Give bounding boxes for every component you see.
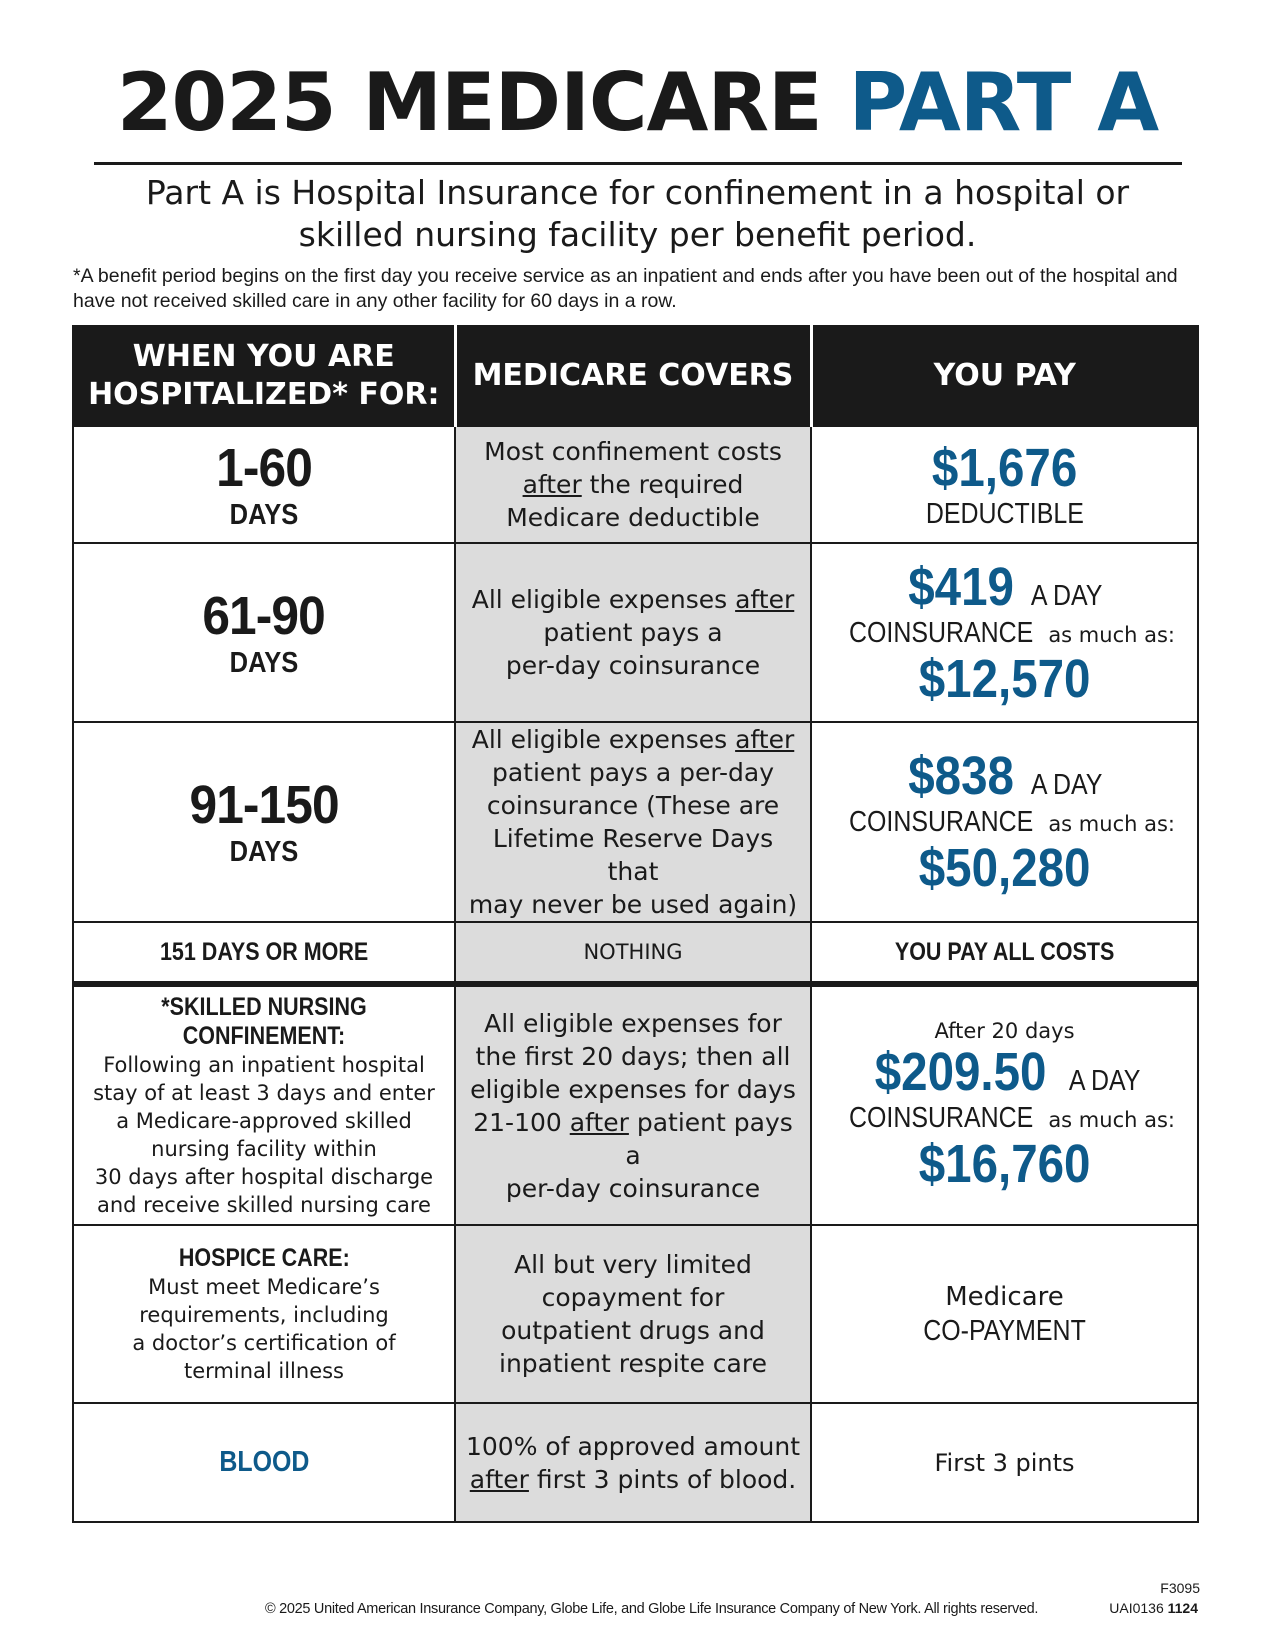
benefit-period-note: *A benefit period begins on the first day you receive service as an inpatient and ends after you have been out of the hospital and have not received skilled care in any other facility for 60 days in a row. (73, 265, 1178, 312)
row2-period (73, 543, 455, 722)
row3-coinsurance: COINSURANCE (849, 806, 1034, 838)
row3-after: after (735, 725, 795, 754)
table-row (73, 1225, 1198, 1403)
row1-pay (811, 426, 1198, 543)
row3-max: $50,280 (918, 838, 1091, 898)
row5-heading: *SKILLED NURSING CONFINEMENT: (161, 992, 367, 1050)
row4-pay-text: YOU PAY ALL COSTS (894, 937, 1115, 966)
row3-covers-line4: Lifetime Reserve Days that (492, 824, 774, 886)
row5-desc-line4: nursing facility within (151, 1136, 377, 1161)
subtitle-line-1: Part A is Hospital Insurance for confinement in a hospital or (145, 173, 1130, 212)
table-row (73, 722, 1198, 922)
row3-range: 91-150 (189, 775, 339, 835)
row4-range: 151 DAYS OR MORE (159, 937, 369, 966)
row2-range: 61-90 (202, 585, 326, 646)
row6-pay-line2: CO-PAYMENT (923, 1315, 1086, 1347)
row1-unit: DAYS (229, 498, 299, 531)
copyright: © 2025 United American Insurance Company, Globe Life, and Globe Life Insurance Company of New York. All rights reserved. (265, 1601, 1039, 1617)
header-when-hospitalized (73, 326, 455, 426)
row5-coinsurance: COINSURANCE (849, 1101, 1034, 1134)
title-accent: PART A (848, 56, 1159, 149)
row6-covers-line2: copayment for (541, 1283, 725, 1312)
row5-after-20: After 20 days (934, 1018, 1075, 1043)
row6-covers-line1: All but very limited (514, 1250, 752, 1279)
row3-covers-line5: may never be used again) (468, 890, 798, 919)
row6-desc-line1: Must meet Medicare’s (148, 1274, 380, 1299)
form-code: F3095 (1160, 1580, 1200, 1596)
row2-after: after (735, 585, 795, 614)
row5-covers-line3: eligible expenses for days (470, 1074, 796, 1104)
row3-a-day: A DAY (1030, 769, 1103, 801)
row7-label: BLOOD (218, 1446, 310, 1478)
row7-period (73, 1403, 455, 1522)
row3-covers-line1 (466, 723, 800, 756)
document-code (1109, 1600, 1198, 1616)
header-you-pay: YOU PAY (811, 326, 1198, 426)
row3-covers (455, 722, 811, 922)
row5-daily: $209.50 (874, 1041, 1047, 1102)
row1-amount: $1,676 (931, 437, 1078, 498)
row6-covers-line3: outpatient drugs and (501, 1316, 765, 1345)
row5-desc-line3: a Medicare-approved skilled (116, 1108, 412, 1133)
header-medicare-covers: MEDICARE COVERS (455, 326, 811, 426)
row2-covers-pre: All eligible expenses (471, 585, 736, 614)
row2-covers-line1 (466, 583, 800, 616)
row5-covers-post: patient pays a (625, 1107, 793, 1170)
row4-covers: NOTHING (455, 922, 811, 984)
table-row (73, 1403, 1198, 1522)
row6-heading: HOSPICE CARE: (178, 1243, 350, 1272)
row2-as-much-as: as much as: (1048, 622, 1175, 647)
row5-covers-line2: the first 20 days; then all (475, 1041, 791, 1071)
table-row (73, 922, 1198, 984)
row1-label: DEDUCTIBLE (925, 497, 1084, 530)
row1-after: after (522, 470, 582, 499)
row5-period (73, 984, 455, 1225)
row5-desc-line1: Following an inpatient hospital (103, 1052, 425, 1077)
document-code-suffix: 1124 (1167, 1600, 1198, 1616)
row7-covers-line2-rest: first 3 pints of blood. (528, 1464, 797, 1494)
row7-covers-line1: 100% of approved amount (466, 1431, 800, 1461)
row6-pay (811, 1225, 1198, 1403)
row6-covers (455, 1225, 811, 1403)
row6-period (73, 1225, 455, 1403)
row5-covers-line4 (466, 1106, 800, 1172)
row1-covers-line2-rest: the required (581, 470, 744, 499)
row2-unit: DAYS (229, 646, 299, 679)
row3-daily: $838 (907, 746, 1014, 806)
row1-range: 1-60 (216, 437, 312, 498)
row5-a-day: A DAY (1068, 1064, 1141, 1097)
row4-period (73, 922, 455, 984)
row5-desc-line5: 30 days after hospital discharge (94, 1164, 434, 1189)
title-divider (94, 162, 1182, 165)
document-code-prefix: UAI0136 (1109, 1600, 1164, 1616)
row1-covers (455, 426, 811, 543)
row3-unit: DAYS (229, 836, 299, 868)
row2-max: $12,570 (918, 648, 1091, 709)
row1-covers-line1: Most confinement costs (484, 437, 782, 466)
row5-after: after (569, 1107, 629, 1137)
row5-desc-line2: stay of at least 3 days and enter (93, 1080, 435, 1105)
header-col1-line1: WHEN YOU ARE (132, 339, 395, 374)
subtitle-line-2: skilled nursing facility per benefit period. (298, 215, 977, 254)
row5-covers-pre: 21-100 (473, 1107, 570, 1137)
row6-desc-line2: requirements, including (139, 1302, 389, 1327)
row3-period (73, 722, 455, 922)
row2-covers-line2: patient pays a (543, 618, 723, 647)
row1-period (73, 426, 455, 543)
row7-covers (455, 1403, 811, 1522)
row5-desc-line6: and receive skilled nursing care (97, 1192, 431, 1217)
row3-covers-line2: patient pays a per-day (491, 758, 775, 787)
row3-covers-pre: All eligible expenses (471, 725, 736, 754)
row2-a-day: A DAY (1030, 579, 1103, 612)
row3-pay (811, 722, 1198, 922)
row6-desc-line3: a doctor’s certification of (132, 1330, 396, 1355)
table-row (73, 543, 1198, 722)
row3-as-much-as: as much as: (1048, 812, 1175, 836)
row2-covers-line3: per-day coinsurance (505, 651, 761, 680)
row5-covers-line1: All eligible expenses for (484, 1008, 782, 1038)
page-title (0, 58, 1275, 148)
row5-as-much-as: as much as: (1048, 1107, 1175, 1132)
row5-covers (455, 984, 811, 1225)
row6-desc-line4: terminal illness (183, 1358, 344, 1383)
row1-covers-line2 (466, 468, 800, 501)
row5-covers-line5: per-day coinsurance (505, 1173, 761, 1203)
row6-pay-line1: Medicare (945, 1282, 1064, 1312)
row2-pay (811, 543, 1198, 722)
row7-pay: First 3 pints (811, 1403, 1198, 1522)
row3-covers-line3: coinsurance (These are (486, 791, 780, 820)
title-main: 2025 MEDICARE (116, 56, 822, 149)
row7-after: after (469, 1464, 529, 1494)
row2-coinsurance: COINSURANCE (849, 616, 1034, 649)
row7-covers-line2 (466, 1463, 800, 1496)
row6-covers-line4: inpatient respite care (499, 1349, 767, 1378)
header-col1-line2: HOSPITALIZED* FOR: (88, 377, 440, 412)
row2-covers (455, 543, 811, 722)
row5-pay (811, 984, 1198, 1225)
row6-desc (84, 1273, 444, 1385)
row2-daily: $419 (907, 556, 1014, 617)
row5-desc (84, 1051, 444, 1219)
row4-pay (811, 922, 1198, 984)
coverage-table (72, 325, 1199, 1523)
table-row (73, 426, 1198, 543)
table-header-row (73, 326, 1198, 426)
row5-max: $16,760 (918, 1133, 1091, 1194)
row1-covers-line3: Medicare deductible (506, 503, 760, 532)
subtitle (80, 172, 1195, 256)
table-row (73, 984, 1198, 1225)
